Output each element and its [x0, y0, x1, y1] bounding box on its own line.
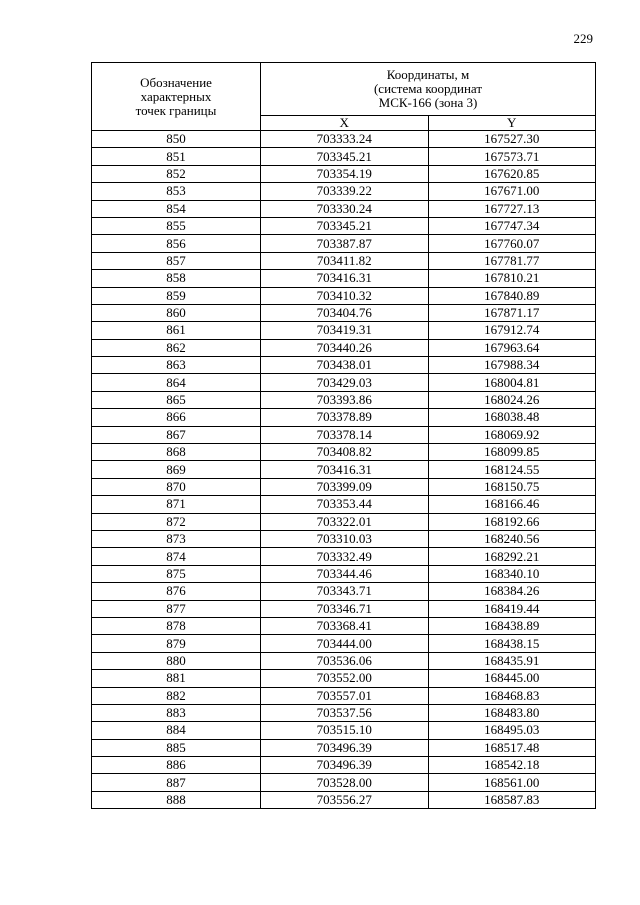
- x-coordinate-cell: 703345.21: [261, 217, 429, 234]
- x-coordinate-cell: 703429.03: [261, 374, 429, 391]
- header-coordinates: [261, 63, 596, 116]
- x-coordinate-cell: 703537.56: [261, 704, 429, 721]
- y-coordinate-cell: 168038.48: [428, 409, 596, 426]
- table-row: [92, 287, 596, 304]
- table-row: [92, 409, 596, 426]
- point-number-cell: 884: [92, 722, 261, 739]
- x-coordinate-cell: 703346.71: [261, 600, 429, 617]
- y-coordinate-cell: 168292.21: [428, 548, 596, 565]
- y-coordinate-cell: 168438.15: [428, 635, 596, 652]
- table-row: [92, 548, 596, 565]
- table-row: [92, 165, 596, 182]
- point-number-cell: 863: [92, 357, 261, 374]
- y-coordinate-cell: 168561.00: [428, 774, 596, 791]
- point-number-cell: 888: [92, 791, 261, 808]
- y-coordinate-cell: 167760.07: [428, 235, 596, 252]
- x-coordinate-cell: 703515.10: [261, 722, 429, 739]
- x-coordinate-cell: 703496.39: [261, 757, 429, 774]
- table-row: [92, 478, 596, 495]
- y-coordinate-cell: 167781.77: [428, 252, 596, 269]
- table-row: [92, 322, 596, 339]
- header-coords-line: Координаты, м: [386, 67, 470, 82]
- x-coordinate-cell: 703322.01: [261, 513, 429, 530]
- x-coordinate-cell: 703399.09: [261, 478, 429, 495]
- header-point-designation: [92, 63, 261, 131]
- x-coordinate-cell: 703353.44: [261, 496, 429, 513]
- point-number-cell: 861: [92, 322, 261, 339]
- table-row: [92, 304, 596, 321]
- table-header: [92, 63, 596, 131]
- x-coordinate-cell: 703378.14: [261, 426, 429, 443]
- table-row: [92, 357, 596, 374]
- point-number-cell: 873: [92, 530, 261, 547]
- x-coordinate-cell: 703552.00: [261, 670, 429, 687]
- point-number-cell: 886: [92, 757, 261, 774]
- table-row: [92, 722, 596, 739]
- table-row: [92, 774, 596, 791]
- x-coordinate-cell: 703344.46: [261, 565, 429, 582]
- point-number-cell: 851: [92, 148, 261, 165]
- y-coordinate-cell: 168495.03: [428, 722, 596, 739]
- point-number-cell: 857: [92, 252, 261, 269]
- table-row: [92, 270, 596, 287]
- x-coordinate-cell: 703411.82: [261, 252, 429, 269]
- x-coordinate-cell: 703557.01: [261, 687, 429, 704]
- table-row: [92, 200, 596, 217]
- point-number-cell: 856: [92, 235, 261, 252]
- x-coordinate-cell: 703332.49: [261, 548, 429, 565]
- header-coords-line: (система координат: [373, 81, 483, 96]
- y-coordinate-cell: 167912.74: [428, 322, 596, 339]
- table-row: [92, 496, 596, 513]
- y-coordinate-cell: 167871.17: [428, 304, 596, 321]
- point-number-cell: 852: [92, 165, 261, 182]
- y-coordinate-cell: 167963.64: [428, 339, 596, 356]
- header-point-line: точек границы: [135, 102, 217, 118]
- point-number-cell: 880: [92, 652, 261, 669]
- y-coordinate-cell: 168004.81: [428, 374, 596, 391]
- point-number-cell: 850: [92, 131, 261, 148]
- y-coordinate-cell: 168419.44: [428, 600, 596, 617]
- x-coordinate-cell: 703536.06: [261, 652, 429, 669]
- table-row: [92, 617, 596, 634]
- y-coordinate-cell: 168483.80: [428, 704, 596, 721]
- y-coordinate-cell: 168069.92: [428, 426, 596, 443]
- y-coordinate-cell: 168438.89: [428, 617, 596, 634]
- table-row: [92, 704, 596, 721]
- y-coordinate-cell: 167840.89: [428, 287, 596, 304]
- table-row: [92, 652, 596, 669]
- table-row: [92, 670, 596, 687]
- header-y: Y: [428, 116, 596, 131]
- y-coordinate-cell: 168542.18: [428, 757, 596, 774]
- x-coordinate-cell: 703408.82: [261, 444, 429, 461]
- x-coordinate-cell: 703438.01: [261, 357, 429, 374]
- page-number: 229: [573, 31, 593, 46]
- table-row: [92, 217, 596, 234]
- x-coordinate-cell: 703528.00: [261, 774, 429, 791]
- y-coordinate-cell: 168099.85: [428, 444, 596, 461]
- table-row: [92, 461, 596, 478]
- table-row: [92, 131, 596, 148]
- header-point-line: характерных: [140, 88, 212, 104]
- point-number-cell: 883: [92, 704, 261, 721]
- y-coordinate-cell: 167671.00: [428, 183, 596, 200]
- x-coordinate-cell: 703378.89: [261, 409, 429, 426]
- y-coordinate-cell: 167573.71: [428, 148, 596, 165]
- x-coordinate-cell: 703333.24: [261, 131, 429, 148]
- point-number-cell: 865: [92, 391, 261, 408]
- header-point-line: Обозначение: [140, 74, 212, 90]
- point-number-cell: 855: [92, 217, 261, 234]
- point-number-cell: 858: [92, 270, 261, 287]
- table-row: [92, 739, 596, 756]
- y-coordinate-cell: 168150.75: [428, 478, 596, 495]
- y-coordinate-cell: 168517.48: [428, 739, 596, 756]
- x-coordinate-cell: 703416.31: [261, 270, 429, 287]
- x-coordinate-cell: 703496.39: [261, 739, 429, 756]
- table-row: [92, 757, 596, 774]
- table-row: [92, 513, 596, 530]
- table-row: [92, 565, 596, 582]
- point-number-cell: 878: [92, 617, 261, 634]
- table-row: [92, 444, 596, 461]
- x-coordinate-cell: 703310.03: [261, 530, 429, 547]
- y-coordinate-cell: 167810.21: [428, 270, 596, 287]
- x-coordinate-cell: 703343.71: [261, 583, 429, 600]
- y-coordinate-cell: 168192.66: [428, 513, 596, 530]
- x-coordinate-cell: 703404.76: [261, 304, 429, 321]
- x-coordinate-cell: 703368.41: [261, 617, 429, 634]
- point-number-cell: 864: [92, 374, 261, 391]
- x-coordinate-cell: 703444.00: [261, 635, 429, 652]
- y-coordinate-cell: 167988.34: [428, 357, 596, 374]
- y-coordinate-cell: 168587.83: [428, 791, 596, 808]
- table-row: [92, 583, 596, 600]
- point-number-cell: 866: [92, 409, 261, 426]
- x-coordinate-cell: 703416.31: [261, 461, 429, 478]
- point-number-cell: 854: [92, 200, 261, 217]
- point-number-cell: 870: [92, 478, 261, 495]
- table-row: [92, 426, 596, 443]
- y-coordinate-cell: 167747.34: [428, 217, 596, 234]
- x-coordinate-cell: 703330.24: [261, 200, 429, 217]
- x-coordinate-cell: 703387.87: [261, 235, 429, 252]
- header-x: X: [261, 116, 429, 131]
- x-coordinate-cell: 703354.19: [261, 165, 429, 182]
- point-number-cell: 853: [92, 183, 261, 200]
- point-number-cell: 859: [92, 287, 261, 304]
- y-coordinate-cell: 168384.26: [428, 583, 596, 600]
- y-coordinate-cell: 168166.46: [428, 496, 596, 513]
- x-coordinate-cell: 703440.26: [261, 339, 429, 356]
- table-row: [92, 635, 596, 652]
- table-row: [92, 148, 596, 165]
- header-coords-line: МСК-166 (зона 3): [378, 95, 478, 110]
- y-coordinate-cell: 168468.83: [428, 687, 596, 704]
- point-number-cell: 882: [92, 687, 261, 704]
- y-coordinate-cell: 167527.30: [428, 131, 596, 148]
- x-coordinate-cell: 703410.32: [261, 287, 429, 304]
- y-coordinate-cell: 167620.85: [428, 165, 596, 182]
- point-number-cell: 862: [92, 339, 261, 356]
- point-number-cell: 871: [92, 496, 261, 513]
- y-coordinate-cell: 168435.91: [428, 652, 596, 669]
- table-row: [92, 530, 596, 547]
- point-number-cell: 877: [92, 600, 261, 617]
- point-number-cell: 868: [92, 444, 261, 461]
- point-number-cell: 881: [92, 670, 261, 687]
- x-coordinate-cell: 703419.31: [261, 322, 429, 339]
- point-number-cell: 875: [92, 565, 261, 582]
- point-number-cell: 860: [92, 304, 261, 321]
- point-number-cell: 885: [92, 739, 261, 756]
- point-number-cell: 867: [92, 426, 261, 443]
- x-coordinate-cell: 703393.86: [261, 391, 429, 408]
- table-row: [92, 687, 596, 704]
- y-coordinate-cell: 168024.26: [428, 391, 596, 408]
- table-row: [92, 791, 596, 808]
- point-number-cell: 872: [92, 513, 261, 530]
- x-coordinate-cell: 703339.22: [261, 183, 429, 200]
- y-coordinate-cell: 168445.00: [428, 670, 596, 687]
- y-coordinate-cell: 168340.10: [428, 565, 596, 582]
- table-row: [92, 374, 596, 391]
- x-coordinate-cell: 703556.27: [261, 791, 429, 808]
- y-coordinate-cell: 168240.56: [428, 530, 596, 547]
- y-coordinate-cell: 168124.55: [428, 461, 596, 478]
- coordinates-table: [91, 62, 596, 809]
- table-row: [92, 235, 596, 252]
- point-number-cell: 879: [92, 635, 261, 652]
- table-row: [92, 391, 596, 408]
- x-coordinate-cell: 703345.21: [261, 148, 429, 165]
- point-number-cell: 887: [92, 774, 261, 791]
- point-number-cell: 876: [92, 583, 261, 600]
- table-body: [92, 131, 596, 809]
- y-coordinate-cell: 167727.13: [428, 200, 596, 217]
- table-row: [92, 183, 596, 200]
- point-number-cell: 869: [92, 461, 261, 478]
- table-row: [92, 252, 596, 269]
- table-row: [92, 600, 596, 617]
- table-row: [92, 339, 596, 356]
- point-number-cell: 874: [92, 548, 261, 565]
